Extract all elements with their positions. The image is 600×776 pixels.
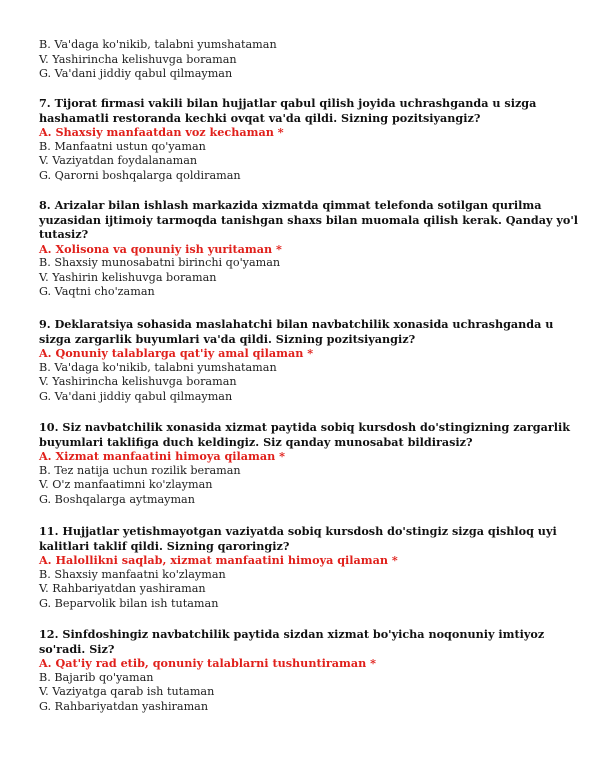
question-text: yuzasidan ijtimoiy tarmoqda tanishgan shaxs bilan muomala qilish kerak. Qanday yo'l (39, 212, 579, 227)
answer-option: V. O'z manfaatimni ko'zlayman (39, 478, 213, 491)
answer-option: G. Boshqalarga aytmayman (39, 492, 195, 506)
question-text: 11. Hujjatlar yetishmayotgan vaziyatda sobiq kursdosh do'stingiz sizga qishloq uyi (39, 524, 557, 538)
question-8 (39, 198, 579, 300)
question-10 (39, 420, 569, 507)
question-text: 7. Tijorat firmasi vakili bilan hujjatlar qabul qilish joyida uchrashganda u sizga (39, 96, 537, 110)
question-12 (39, 627, 569, 714)
question-11 (39, 524, 569, 611)
correct-answer: A. Qat'iy rad etib, qonuniy talablarni tushuntiraman * (39, 656, 376, 670)
question-9 (39, 317, 569, 404)
question-text: so'radi. Siz? (39, 641, 115, 656)
answer-option: B. Shaxsiy munosabatni birinchi qo'yaman (39, 256, 281, 269)
answer-option: G. Va'dani jiddiy qabul qilmayman (39, 67, 233, 80)
answer-option: B. Va'daga ko'nikib, talabni yumshataman (39, 38, 277, 51)
question-7 (39, 96, 569, 183)
question-text: sizga zargarlik buyumlari va'da qildi. Sizning pozitsiyangiz? (39, 331, 416, 346)
answer-option: V. Yashirin kelishuvga boraman (39, 270, 217, 284)
answer-option: V. Yashirincha kelishuvga boraman (39, 375, 237, 388)
answer-option: B. Tez natija uchun rozilik beraman (39, 463, 241, 477)
question-text: 10. Siz navbatchilik xonasida xizmat paytida sobiq kursdosh do'stingizning zargarlik (39, 420, 570, 434)
previous-question-options (39, 38, 277, 82)
answer-option: V. Yashirincha kelishuvga boraman (39, 52, 237, 66)
answer-option: B. Manfaatni ustun qo'yaman (39, 139, 206, 153)
answer-option: B. Bajarib qo'yaman (39, 670, 154, 684)
answer-option: B. Shaxsiy manfaatni ko'zlayman (39, 567, 226, 581)
answer-option: V. Vaziyatga qarab ish tutaman (39, 685, 215, 698)
question-text: tutasiz? (39, 227, 89, 241)
question-text: buyumlari taklifiga duch keldingiz. Siz qanday munosabat bildirasiz? (39, 434, 473, 449)
question-text: kalitlari taklif qildi. Sizning qaroringiz? (39, 538, 290, 553)
answer-option: G. Va'dani jiddiy qabul qilmayman (39, 389, 233, 403)
correct-answer: A. Qonuniy talablarga qat'iy amal qilaman * (39, 346, 314, 360)
answer-option: G. Qarorni boshqalarga qoldiraman (39, 168, 241, 182)
answer-option: G. Beparvolik bilan ish tutaman (39, 596, 219, 610)
correct-answer: A. Shaxsiy manfaatdan voz kechaman * (39, 125, 284, 139)
answer-option: V. Vaziyatdan foydalanaman (39, 154, 198, 167)
correct-answer: A. Halollikni saqlab, xizmat manfaatini himoya qilaman * (39, 553, 398, 567)
answer-option: V. Rahbariyatdan yashiraman (39, 582, 206, 595)
correct-answer: A. Xolisona va qonuniy ish yuritaman * (39, 241, 282, 256)
question-text: hashamatli restoranda kechki ovqat va'da qildi. Sizning pozitsiyangiz? (39, 110, 481, 125)
question-text: 9. Deklaratsiya sohasida maslahatchi bilan navbatchilik xonasida uchrashganda u (39, 317, 554, 331)
answer-option: B. Va'daga ko'nikib, talabni yumshataman (39, 360, 277, 374)
answer-option: G. Rahbariyatdan yashiraman (39, 699, 209, 713)
question-text: 12. Sinfdoshingiz navbatchilik paytida sizdan xizmat bo'yicha noqonuniy imtiyoz (39, 627, 545, 641)
question-text: 8. Arizalar bilan ishlash markazida xizmatda qimmat telefonda sotilgan qurilma (39, 198, 542, 212)
correct-answer: A. Xizmat manfaatini himoya qilaman * (39, 449, 285, 463)
answer-option: G. Vaqtni cho'zaman (39, 285, 155, 298)
